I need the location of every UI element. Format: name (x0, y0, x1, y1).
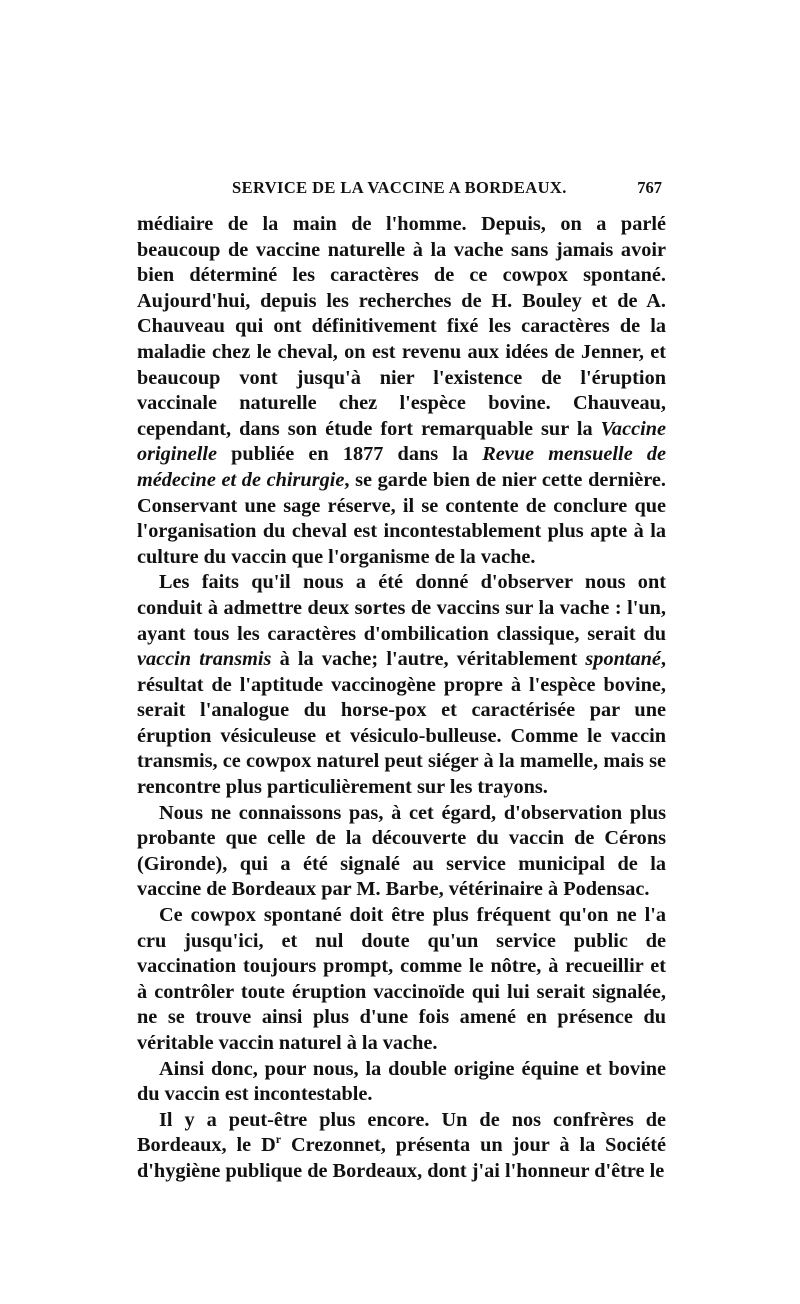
paragraph-2-text-1: Les faits qu'il nous a été donné d'observer nous ont conduit à admettre deux sortes de vaccins sur la vache : l'un, ayant tous les caractères d'ombilication classique, serait du (137, 571, 666, 645)
paragraph-1 (137, 212, 666, 570)
paragraph-2-text-3: , résultat de l'aptitude vaccinogène propre à l'espèce bovine, serait l'analogue du horse-pox et caractérisée par une éruption vésiculeuse et vésiculo-bulleuse. Comme le vaccin transmis, ce cowpox naturel peut siéger à la mamelle, mais se rencontre plus particulièrement sur les trayons. (137, 648, 666, 799)
paragraph-1-text-3: , se garde bien de nier cette dernière. Conservant une sage réserve, il se contente de conclure que l'organisation du cheval est incontestablement plus apte à la culture du vaccin que l'organisme de la vache. (137, 468, 666, 568)
paragraph-1-text-1: médiaire de la main de l'homme. Depuis, on a parlé beaucoup de vaccine naturelle à la vache sans jamais avoir bien déterminé les caractères de ce cowpox spontané. Aujourd'hui, depuis les recherches de H. Bouley et de A. Chauveau qui ont définitivement fixé les caractères de la maladie chez le cheval, on est revenu aux idées de Jenner, et beaucoup vont jusqu'à nier l'existence de l'éruption vaccinale naturelle chez l'espèce bovine. Chauveau, cependant, dans son étude fort remarquable sur la (137, 213, 666, 440)
page-number: 767 (637, 178, 662, 197)
doctor-abbreviation-superscript: r (275, 1132, 282, 1147)
paragraph-4-text-1: Ce cowpox spontané doit être plus fréquent qu'on ne l'a cru jusqu'ici, et nul doute qu'un service public de vaccination toujours prompt, comme le nôtre, à recueillir et à contrôler toute éruption vaccinoïde qui lui serait signalée, ne se trouve ainsi plus d'une fois amené en présence du véritable vaccin naturel à la vache. (137, 904, 666, 1054)
paragraph-6-text-1: Il y a peut-être plus encore. Un de nos confrères de Bordeaux, le D (137, 1108, 666, 1157)
running-title: SERVICE DE LA VACCINE A BORDEAUX. (232, 178, 567, 197)
paragraph-2 (137, 570, 666, 800)
paragraph-4 (137, 903, 666, 1057)
paragraph-5-text-1: Ainsi donc, pour nous, la double origine équine et bovine du vaccin est incontestable. (137, 1057, 666, 1106)
paragraph-3 (137, 801, 666, 903)
title-revue-mensuelle: Revue mensuelle de médecine et de chirurgie (137, 443, 666, 491)
paragraph-3-text-1: Nous ne connaissons pas, à cet égard, d'observation plus probante que celle de la découverte du vaccin de Cérons (Gironde), qui a été signalé au service municipal de la vaccine de Bordeaux par M. Barbe, vétérinaire à Podensac. (137, 801, 666, 901)
term-spontane: spontané (585, 648, 661, 671)
paragraph-1-text-2: publiée en 1877 dans la (217, 443, 483, 466)
paragraph-6 (137, 1108, 666, 1185)
running-header (137, 178, 666, 202)
paragraph-5 (137, 1057, 666, 1108)
body-text (137, 212, 666, 1185)
title-vaccine-originelle: Vaccine originelle (137, 417, 666, 466)
paragraph-2-text-2: à la vache; l'autre, véritablement (271, 648, 586, 671)
paragraph-6-text-2: Crezonnet, présenta un jour à la Société d'hygiène publique de Bordeaux, dont j'ai l'honneur d'être le (137, 1134, 666, 1182)
term-vaccin-transmis: vaccin transmis (137, 648, 272, 671)
